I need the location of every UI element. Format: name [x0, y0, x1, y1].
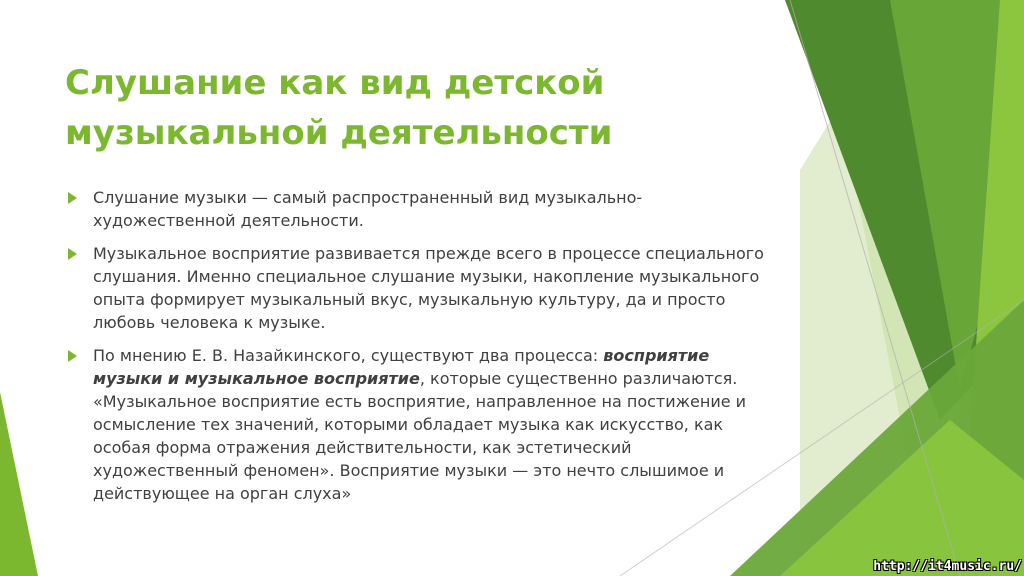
- bullet-item: [68, 242, 768, 334]
- slide-title-line: музыкальной деятельности: [65, 113, 613, 153]
- watermark-url: http://it4music.ru/: [873, 559, 1022, 574]
- bullet-emphasis: восприятие музыки и музыкальное восприятие: [93, 346, 710, 388]
- bullet-text: Музыкальное восприятие развивается прежде всего в процессе специального слушания. Именно специальное слушание музыки, накопление музыкального опыта формирует музыкальный вкус, музыкальную культуру, да и просто любовь человека к музыке.: [93, 244, 764, 332]
- bullet-text: Слушание музыки — самый распространенный вид музыкально-художественной деятельности.: [93, 188, 643, 230]
- triangle-bullet-icon: [68, 248, 77, 260]
- bullet-item: [68, 344, 768, 505]
- bullet-text: По мнению Е. В. Назайкинского, существуют два процесса:: [93, 346, 604, 365]
- slide-title: [65, 58, 745, 158]
- triangle-bullet-icon: [68, 192, 77, 204]
- triangle-bullet-icon: [68, 350, 77, 362]
- slide-title-line: Слушание как вид детской: [65, 63, 605, 103]
- bullet-item: [68, 186, 768, 232]
- bullet-list: [68, 186, 768, 515]
- bullet-text-continued: , которые существенно различаются. «Музыкальное восприятие есть восприятие, направленное на постижение и осмысление тех значений, которыми обладает музыка как искусство, как особая форма отражения действительности, как эстетический художественный феномен». Восприятие музыки — это нечто слышимое и действующее на орган слуха»: [93, 369, 747, 503]
